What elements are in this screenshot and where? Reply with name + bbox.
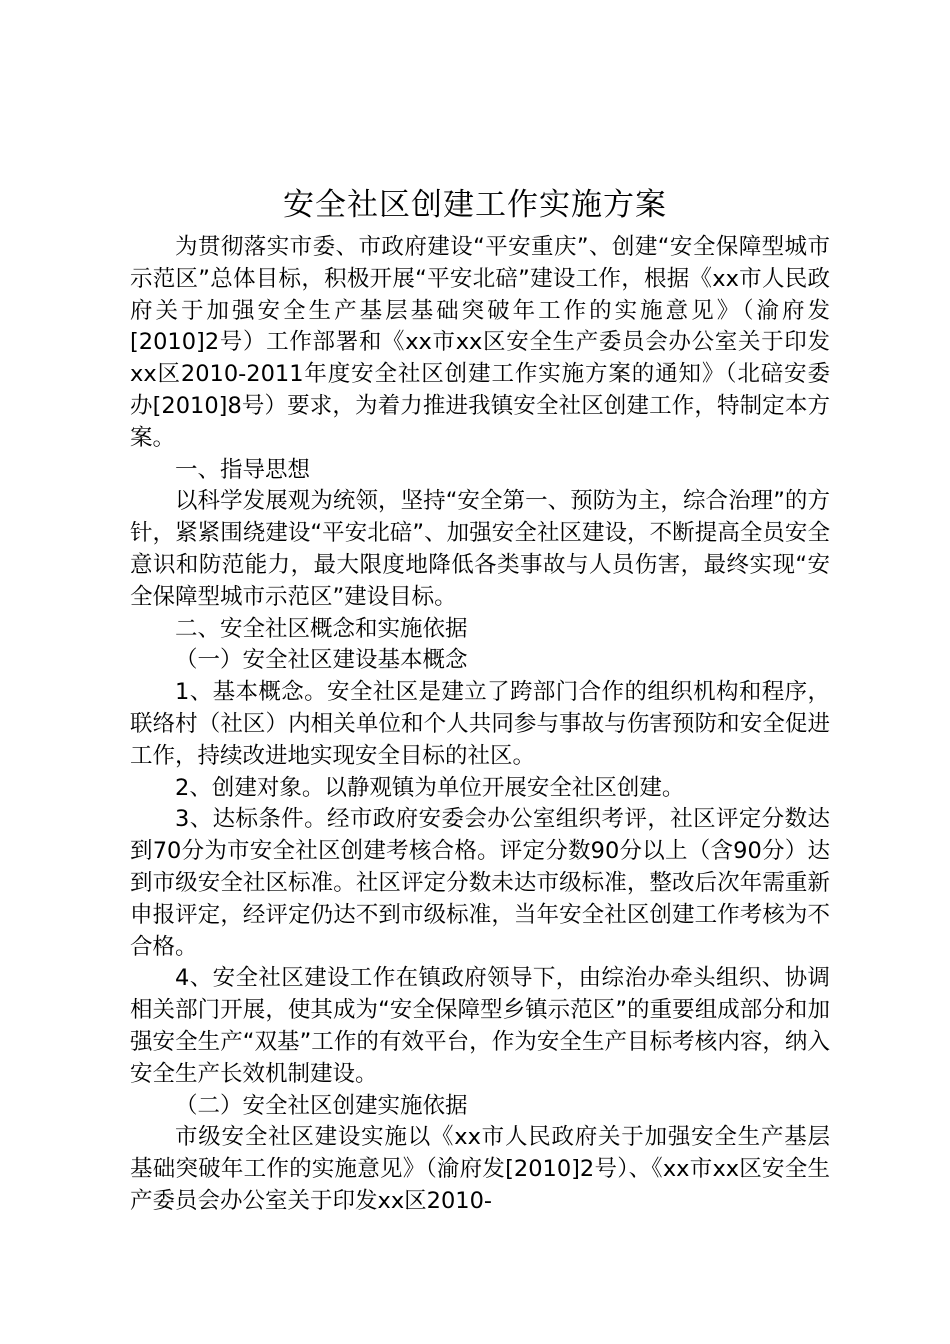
organization-paragraph: 4、安全社区建设工作在镇政府领导下，由综治办牵头组织、协调相关部门开展，使其成为“安全保障型乡镇示范区”的重要组成部分和加强安全生产“双基”工作的有效平台，作为安全生产目标考核内容，纳入安全生产长效机制建设。 [130, 965, 830, 1087]
basic-concept-paragraph: 1、基本概念。安全社区是建立了跨部门合作的组织机构和程序，联络村（社区）内相关单位和个人共同参与事故与伤害预防和安全促进工作，持续改进地实现安全目标的社区。 [130, 679, 830, 769]
standard-conditions-paragraph: 3、达标条件。经市政府安委会办公室组织考评，社区评定分数达到70分为市安全社区创建考核合格。评定分数90分以上（含90分）达到市级安全社区标准。社区评定分数未达市级标准，整改后次年需重新申报评定，经评定仍达不到市级标准，当年安全社区创建工作考核为不合格。 [130, 806, 830, 960]
section-heading-concept-basis: 二、安全社区概念和实施依据 [175, 615, 468, 642]
subsection-heading-basic-concept: （一）安全社区建设基本概念 [175, 647, 468, 674]
implementation-basis-paragraph: 市级安全社区建设实施以《xx市人民政府关于加强安全生产基层基础突破年工作的实施意见》（渝府发[2010]2号）、《xx市xx区安全生产委员会办公室关于印发xx区2010- [130, 1124, 830, 1214]
subsection-heading-implementation-basis: （二）安全社区创建实施依据 [175, 1092, 468, 1119]
document-body [130, 232, 830, 1218]
section-heading-guiding-thought: 一、指导思想 [175, 456, 311, 483]
document-title: 安全社区创建工作实施方案 [283, 187, 667, 223]
intro-paragraph: 为贯彻落实市委、市政府建设“平安重庆”、创建“安全保障型城市示范区”总体目标，积极开展“平安北碚”建设工作，根据《xx市人民政府关于加强安全生产基层基础突破年工作的实施意见》（渝府发[2010]2号）工作部署和《xx市xx区安全生产委员会办公室关于印发xx区2010-2011年度安全社区创建工作实施方案的通知》（北碚安委办[2010]8号）要求，为着力推进我镇安全社区创建工作，特制定本方案。 [130, 234, 830, 451]
creation-target-paragraph: 2、创建对象。以静观镇为单位开展安全社区创建。 [175, 774, 685, 801]
guiding-thought-paragraph: 以科学发展观为统领，坚持“安全第一、预防为主，综合治理”的方针，紧紧围绕建设“平安北碚”、加强安全社区建设，不断提高全员安全意识和防范能力，最大限度地降低各类事故与人员伤害，最终实现“安全保障型城市示范区”建设目标。 [130, 488, 830, 610]
